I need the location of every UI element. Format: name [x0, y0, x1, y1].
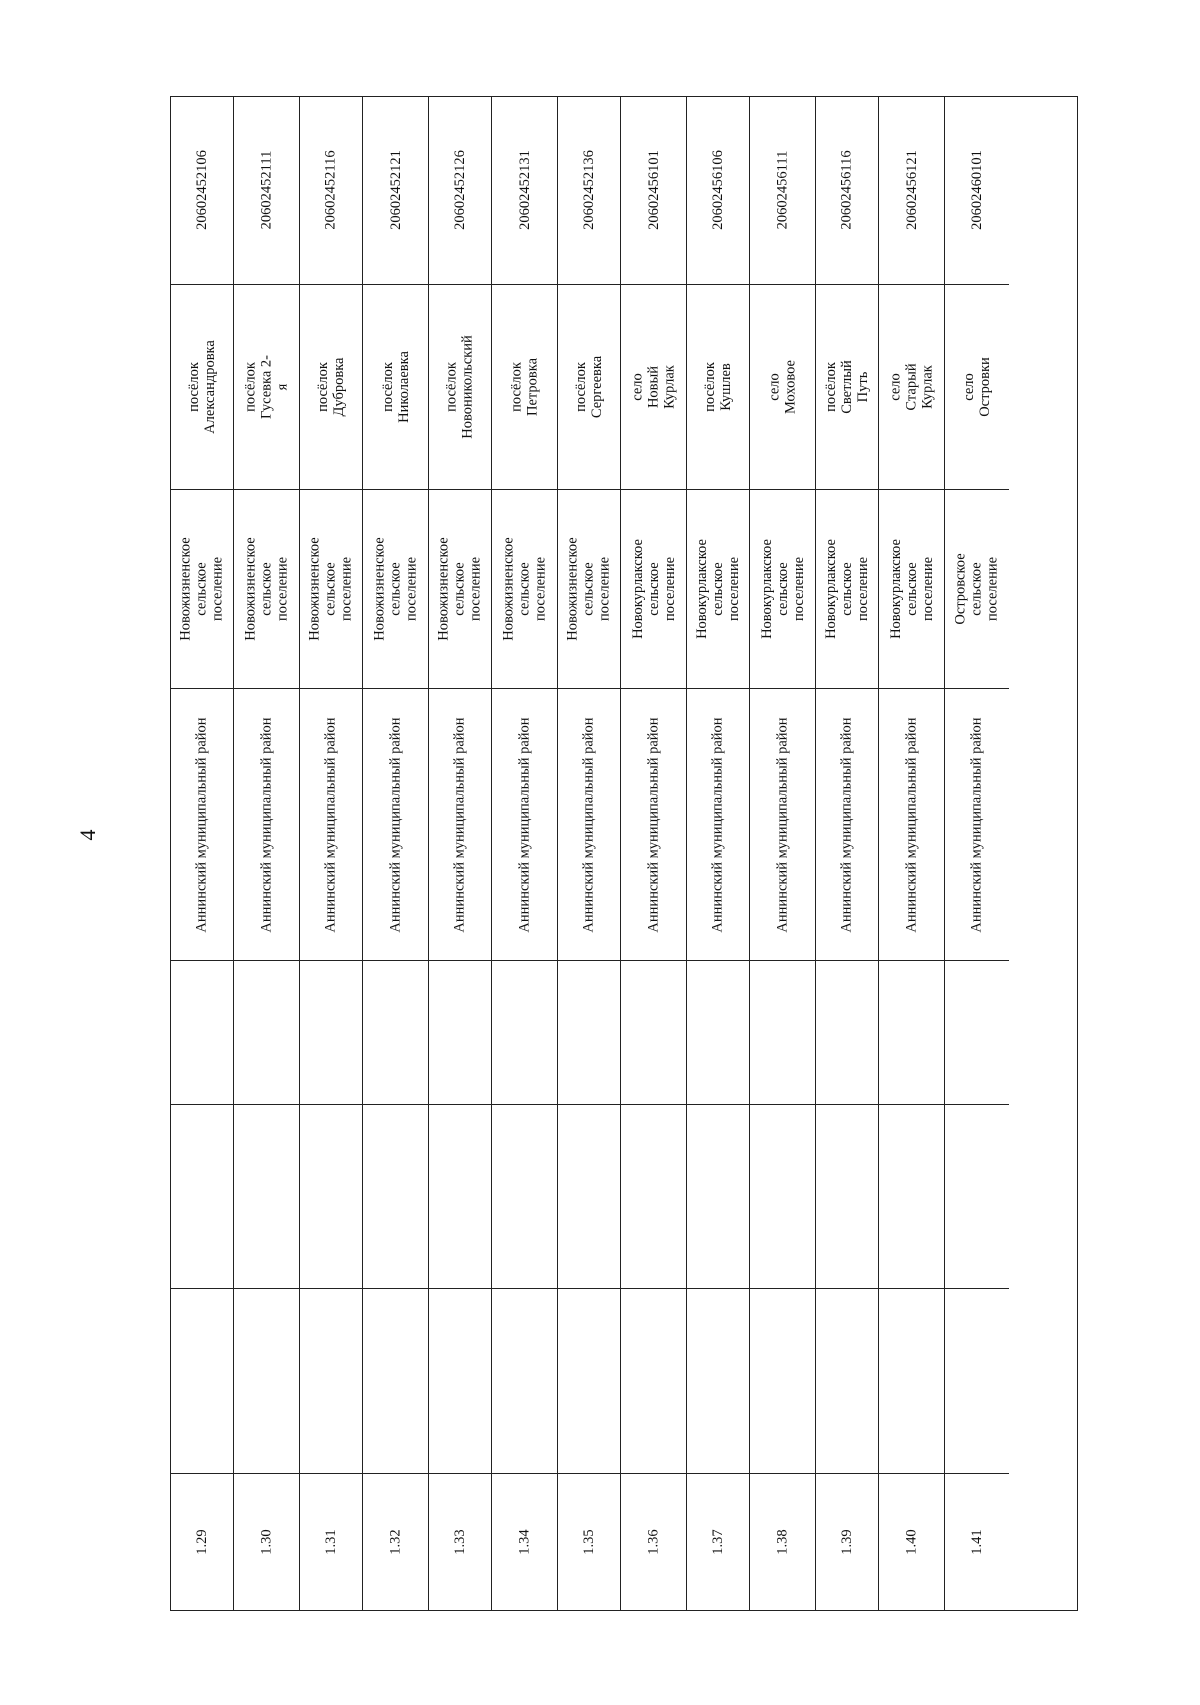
- oktmo-code-cell: [429, 97, 491, 284]
- place-cell: [816, 284, 878, 489]
- settlement-cell-text: Новожизненское сельское поселение: [500, 537, 549, 641]
- oktmo-code-cell-text: 20602456121: [903, 150, 920, 231]
- oktmo-code-cell: [300, 97, 362, 284]
- oktmo-code-cell-text: 20602452126: [452, 150, 468, 231]
- oktmo-code-cell: [621, 97, 686, 284]
- empty-cell: [363, 1288, 428, 1473]
- oktmo-code-cell: [816, 97, 878, 284]
- table-row: [363, 97, 429, 1610]
- empty-cell: [234, 960, 299, 1104]
- settlement-cell: [492, 489, 557, 689]
- settlement-cell: [816, 489, 878, 689]
- oktmo-code-cell: [234, 97, 299, 284]
- row-number-cell-text: 1.39: [839, 1529, 855, 1555]
- settlement-cell: [234, 489, 299, 689]
- oktmo-code-cell: [945, 97, 1009, 284]
- empty-cell: [492, 960, 557, 1104]
- settlement-cell-text: Новокурлакское сельское поселение: [823, 538, 871, 639]
- oktmo-code-cell: [171, 97, 233, 284]
- table-row: [558, 97, 621, 1610]
- place-cell: [621, 284, 686, 489]
- table-row: [879, 97, 945, 1610]
- empty-cell: [687, 960, 749, 1104]
- district-cell: [879, 688, 944, 960]
- place-cell-text: посёлок Новоникольский: [444, 334, 477, 439]
- table-row: [300, 97, 363, 1610]
- district-cell: [687, 688, 749, 960]
- oktmo-code-cell-text: 20602456111: [774, 151, 791, 230]
- settlement-cell-text: Новокурлакское сельское поселение: [887, 538, 936, 639]
- oktmo-code-cell: [750, 97, 815, 284]
- table-row: [750, 97, 816, 1610]
- empty-cell: [492, 1288, 557, 1473]
- empty-cell: [750, 1104, 815, 1289]
- place-cell-text: посёлок Сергеевка: [573, 355, 606, 418]
- place-cell: [300, 284, 362, 489]
- settlement-cell-text: Новожизненское сельское поселение: [371, 537, 420, 641]
- empty-cell: [750, 960, 815, 1104]
- empty-cell: [687, 1288, 749, 1473]
- oktmo-code-cell: [492, 97, 557, 284]
- empty-cell: [879, 960, 944, 1104]
- empty-cell: [621, 960, 686, 1104]
- empty-cell: [945, 1104, 1009, 1289]
- settlement-cell-text: Новокурлакское сельское поселение: [758, 538, 807, 639]
- place-cell: [558, 284, 620, 489]
- empty-cell: [171, 1288, 233, 1473]
- empty-cell: [429, 1104, 491, 1289]
- place-cell-text: посёлок Александровка: [186, 339, 218, 434]
- place-cell-text: посёлок Кушлев: [702, 361, 734, 412]
- district-cell-text: Аннинский муниципальный район: [903, 716, 920, 933]
- district-cell: [816, 688, 878, 960]
- settlement-cell: [621, 489, 686, 689]
- place-cell: [234, 284, 299, 489]
- empty-cell: [234, 1288, 299, 1473]
- settlement-cell: [171, 489, 233, 689]
- district-cell: [492, 688, 557, 960]
- district-cell: [429, 688, 491, 960]
- table-row: [621, 97, 687, 1610]
- empty-cell: [687, 1104, 749, 1289]
- empty-cell: [558, 1288, 620, 1473]
- row-number-cell: [945, 1473, 1009, 1610]
- settlement-cell: [750, 489, 815, 689]
- row-number-cell-text: 1.32: [387, 1529, 404, 1555]
- empty-cell: [492, 1104, 557, 1289]
- oktmo-code-cell: [363, 97, 428, 284]
- settlement-cell: [879, 489, 944, 689]
- district-cell: [171, 688, 233, 960]
- district-cell-text: Аннинский муниципальный район: [258, 716, 275, 933]
- settlement-cell: [429, 489, 491, 689]
- district-cell-text: Аннинский муниципальный район: [774, 716, 791, 933]
- place-cell-text: посёлок Петровка: [508, 357, 541, 416]
- oktmo-code-cell: [687, 97, 749, 284]
- empty-cell: [816, 1288, 878, 1473]
- place-cell-text: село Островки: [961, 356, 993, 417]
- row-number-cell: [558, 1473, 620, 1610]
- table-row: [234, 97, 300, 1610]
- empty-cell: [945, 960, 1009, 1104]
- district-cell-text: Аннинский муниципальный район: [581, 716, 597, 933]
- place-cell: [492, 284, 557, 489]
- row-number-cell: [879, 1473, 944, 1610]
- settlement-cell: [687, 489, 749, 689]
- district-cell-text: Аннинский муниципальный район: [387, 716, 404, 933]
- table-row: [429, 97, 492, 1610]
- oktmo-code-cell-text: 20602452131: [516, 150, 533, 231]
- place-cell-text: село Новый Курлак: [629, 364, 678, 409]
- row-number-cell-text: 1.29: [194, 1529, 210, 1555]
- oktmo-code-cell-text: 20602456106: [710, 150, 726, 231]
- oktmo-code-cell-text: 20602460101: [969, 150, 985, 231]
- row-number-cell: [816, 1473, 878, 1610]
- district-cell-text: Аннинский муниципальный район: [645, 716, 662, 933]
- district-cell-text: Аннинский муниципальный район: [710, 716, 726, 933]
- district-cell: [621, 688, 686, 960]
- oktmo-code-cell: [558, 97, 620, 284]
- empty-cell: [300, 1104, 362, 1289]
- empty-cell: [300, 960, 362, 1104]
- settlement-cell: [558, 489, 620, 689]
- empty-cell: [945, 1288, 1009, 1473]
- empty-cell: [621, 1104, 686, 1289]
- row-number-cell-text: 1.35: [581, 1529, 597, 1555]
- empty-cell: [621, 1288, 686, 1473]
- empty-cell: [363, 960, 428, 1104]
- empty-cell: [363, 1104, 428, 1289]
- settlement-cell-text: Новожизненское сельское поселение: [436, 537, 484, 641]
- oktmo-code-cell-text: 20602456116: [839, 150, 855, 230]
- place-cell-text: посёлок Светлый Путь: [823, 359, 871, 414]
- district-cell: [945, 688, 1009, 960]
- district-cell-text: Аннинский муниципальный район: [452, 716, 468, 933]
- settlement-cell-text: Новокурлакское сельское поселение: [694, 538, 742, 639]
- district-cell: [234, 688, 299, 960]
- table-row: [171, 97, 234, 1610]
- place-cell: [171, 284, 233, 489]
- empty-cell: [879, 1104, 944, 1289]
- oktmo-code-cell-text: 20602456101: [645, 150, 662, 231]
- empty-cell: [750, 1288, 815, 1473]
- oktmo-code-cell-text: 20602452136: [581, 150, 597, 231]
- settlement-cell-text: Новожизненское сельское поселение: [307, 537, 355, 641]
- settlement-cell-text: Новожизненское сельское поселение: [565, 537, 613, 641]
- place-cell-text: село Старый Курлак: [887, 363, 936, 411]
- district-cell: [300, 688, 362, 960]
- table-row: [816, 97, 879, 1610]
- empty-cell: [879, 1288, 944, 1473]
- settlement-cell: [363, 489, 428, 689]
- place-cell: [363, 284, 428, 489]
- table-row: [945, 97, 1009, 1610]
- empty-cell: [429, 1288, 491, 1473]
- oktmo-code-cell-text: 20602452106: [194, 150, 210, 231]
- oktmo-code-cell: [879, 97, 944, 284]
- place-cell: [687, 284, 749, 489]
- place-cell: [879, 284, 944, 489]
- row-number-cell: [429, 1473, 491, 1610]
- oktmo-code-cell-text: 20602452111: [258, 151, 275, 230]
- row-number-cell: [687, 1473, 749, 1610]
- row-number-cell-text: 1.41: [969, 1529, 985, 1555]
- row-number-cell-text: 1.30: [258, 1529, 275, 1555]
- settlement-cell-text: Новожизненское сельское поселение: [178, 537, 226, 641]
- district-cell: [750, 688, 815, 960]
- table-row: [687, 97, 750, 1610]
- empty-cell: [171, 960, 233, 1104]
- row-number-cell-text: 1.33: [452, 1529, 468, 1555]
- row-number-cell: [300, 1473, 362, 1610]
- place-cell-text: посёлок Дубровка: [315, 357, 347, 417]
- settlements-table: [170, 96, 1078, 1611]
- settlement-cell-text: Новокурлакское сельское поселение: [629, 538, 678, 639]
- place-cell-text: посёлок Николаевка: [379, 350, 412, 423]
- place-cell-text: посёлок Гусевка 2-я: [242, 354, 291, 419]
- empty-cell: [558, 960, 620, 1104]
- place-cell: [429, 284, 491, 489]
- row-number-cell-text: 1.36: [645, 1529, 662, 1555]
- empty-cell: [558, 1104, 620, 1289]
- district-cell-text: Аннинский муниципальный район: [969, 716, 985, 933]
- district-cell-text: Аннинский муниципальный район: [323, 716, 339, 933]
- empty-cell: [300, 1288, 362, 1473]
- row-number-cell: [492, 1473, 557, 1610]
- row-number-cell: [621, 1473, 686, 1610]
- district-cell-text: Аннинский муниципальный район: [194, 716, 210, 933]
- empty-cell: [816, 1104, 878, 1289]
- settlement-cell: [300, 489, 362, 689]
- row-number-cell: [234, 1473, 299, 1610]
- row-number-cell: [171, 1473, 233, 1610]
- row-number-cell-text: 1.34: [516, 1529, 533, 1555]
- district-cell-text: Аннинский муниципальный район: [516, 716, 533, 933]
- place-cell: [945, 284, 1009, 489]
- district-cell-text: Аннинский муниципальный район: [839, 716, 855, 933]
- place-cell-text: село Моховое: [766, 359, 799, 414]
- page-number: 4: [75, 829, 100, 841]
- row-number-cell-text: 1.37: [710, 1529, 726, 1555]
- row-number-cell-text: 1.31: [323, 1529, 339, 1555]
- settlement-cell-text: Островское сельское поселение: [953, 553, 1002, 625]
- row-number-cell-text: 1.40: [903, 1529, 920, 1555]
- empty-cell: [816, 960, 878, 1104]
- empty-cell: [171, 1104, 233, 1289]
- oktmo-code-cell-text: 20602452121: [387, 150, 404, 231]
- settlement-cell-text: Новожизненское сельское поселение: [242, 537, 291, 641]
- district-cell: [558, 688, 620, 960]
- empty-cell: [429, 960, 491, 1104]
- district-cell: [363, 688, 428, 960]
- empty-cell: [234, 1104, 299, 1289]
- oktmo-code-cell-text: 20602452116: [323, 150, 339, 230]
- settlement-cell: [945, 489, 1009, 689]
- row-number-cell: [363, 1473, 428, 1610]
- row-number-cell: [750, 1473, 815, 1610]
- table-row: [492, 97, 558, 1610]
- row-number-cell-text: 1.38: [774, 1529, 791, 1555]
- place-cell: [750, 284, 815, 489]
